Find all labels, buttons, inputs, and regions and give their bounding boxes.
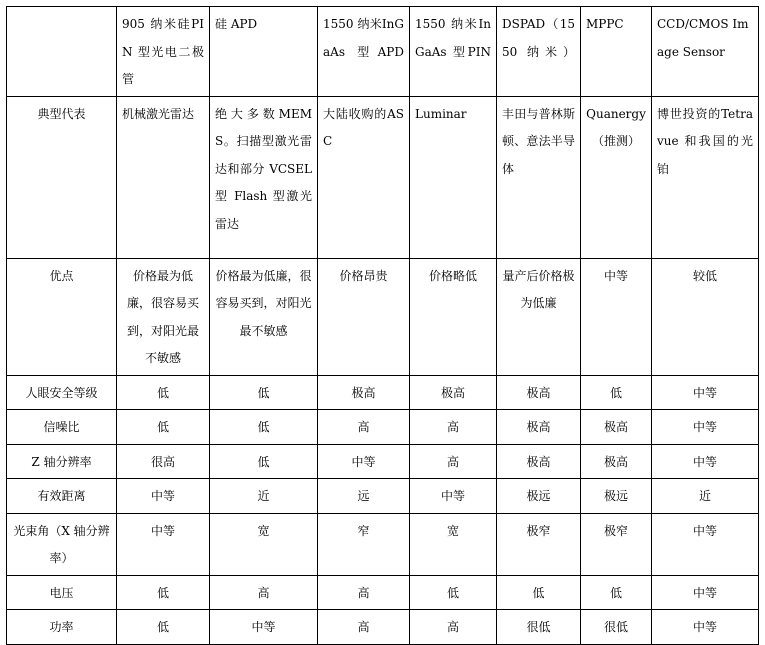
table-cell: 中等 xyxy=(117,479,210,514)
row-label: 信噪比 xyxy=(7,410,117,445)
row-label: 优点 xyxy=(7,258,117,375)
table-cell: 极远 xyxy=(497,479,581,514)
table-cell: 极高 xyxy=(497,375,581,410)
table-cell: 丰田与普林斯顿、意法半导体 xyxy=(497,96,581,258)
table-cell: 价格略低 xyxy=(410,258,497,375)
table-cell: 高 xyxy=(318,575,410,610)
table-cell: 很高 xyxy=(117,444,210,479)
table-cell: 很低 xyxy=(581,610,652,645)
table-cell: 高 xyxy=(318,610,410,645)
table-row xyxy=(7,610,759,645)
table-cell: 极高 xyxy=(581,410,652,445)
table-cell: 低 xyxy=(410,575,497,610)
table-row xyxy=(7,258,759,375)
table-cell: Luminar xyxy=(410,96,497,258)
column-header: MPPC xyxy=(581,7,652,97)
table-cell: 极高 xyxy=(497,410,581,445)
row-label: 有效距离 xyxy=(7,479,117,514)
row-label: 电压 xyxy=(7,575,117,610)
table-cell: 绝大多数MEMS。扫描型激光雷达和部分 VCSEL型 Flash 型激光雷达 xyxy=(210,96,318,258)
row-label: 典型代表 xyxy=(7,96,117,258)
column-header: 1550 纳米InGaAs 型PIN xyxy=(410,7,497,97)
table-cell: 低 xyxy=(117,610,210,645)
table-cell: 高 xyxy=(410,444,497,479)
table-cell: Quanergy（推测） xyxy=(581,96,652,258)
table-cell: 中等 xyxy=(410,479,497,514)
table-cell: 低 xyxy=(117,575,210,610)
row-label: Z 轴分辨率 xyxy=(7,444,117,479)
table-cell: 机械激光雷达 xyxy=(117,96,210,258)
column-header: CCD/CMOS Image Sensor xyxy=(652,7,759,97)
table-cell: 价格昂贵 xyxy=(318,258,410,375)
table-cell: 低 xyxy=(117,410,210,445)
table-cell: 中等 xyxy=(210,610,318,645)
table-cell: 远 xyxy=(318,479,410,514)
table-cell: 中等 xyxy=(318,444,410,479)
table-cell: 极远 xyxy=(581,479,652,514)
header-row xyxy=(7,7,759,97)
table-cell: 价格最为低廉，很容易买到，对阳光最不敏感 xyxy=(210,258,318,375)
table-cell: 低 xyxy=(210,444,318,479)
table-cell: 低 xyxy=(497,575,581,610)
table-cell: 低 xyxy=(581,575,652,610)
table-cell: 极窄 xyxy=(581,513,652,575)
row-label: 人眼安全等级 xyxy=(7,375,117,410)
column-header: 硅 APD xyxy=(210,7,318,97)
table-cell: 低 xyxy=(117,375,210,410)
table-cell: 高 xyxy=(410,610,497,645)
table-cell: 极高 xyxy=(318,375,410,410)
table-row xyxy=(7,479,759,514)
table-cell: 宽 xyxy=(410,513,497,575)
row-label: 功率 xyxy=(7,610,117,645)
table-cell: 近 xyxy=(652,479,759,514)
table-cell: 博世投资的Tetravue 和我国的光铂 xyxy=(652,96,759,258)
table-cell: 高 xyxy=(318,410,410,445)
table-cell: 低 xyxy=(210,375,318,410)
table-cell: 窄 xyxy=(318,513,410,575)
table-cell: 极高 xyxy=(410,375,497,410)
table-cell: 极高 xyxy=(497,444,581,479)
column-header: 905 纳米硅PIN 型光电二极管 xyxy=(117,7,210,97)
column-header: 1550 纳米InGaAs 型APD xyxy=(318,7,410,97)
table-cell: 中等 xyxy=(652,513,759,575)
table-row xyxy=(7,375,759,410)
table-cell: 很低 xyxy=(497,610,581,645)
table-row xyxy=(7,513,759,575)
table-cell: 大陆收购的ASC xyxy=(318,96,410,258)
table-cell: 中等 xyxy=(581,258,652,375)
table-cell: 中等 xyxy=(652,575,759,610)
table-cell: 高 xyxy=(210,575,318,610)
table-cell: 极高 xyxy=(581,444,652,479)
table-cell: 宽 xyxy=(210,513,318,575)
table-cell: 较低 xyxy=(652,258,759,375)
table-cell: 低 xyxy=(581,375,652,410)
table-cell: 低 xyxy=(210,410,318,445)
column-header: DSPAD（1550 纳米） xyxy=(497,7,581,97)
table-cell: 中等 xyxy=(652,375,759,410)
table-cell: 极窄 xyxy=(497,513,581,575)
table-cell: 近 xyxy=(210,479,318,514)
table-cell: 高 xyxy=(410,410,497,445)
table-row xyxy=(7,96,759,258)
corner-cell xyxy=(7,7,117,97)
table-cell: 中等 xyxy=(652,610,759,645)
table-cell: 中等 xyxy=(652,444,759,479)
comparison-table xyxy=(6,6,759,645)
row-label: 光束角（X 轴分辨率） xyxy=(7,513,117,575)
table-cell: 中等 xyxy=(652,410,759,445)
table-row xyxy=(7,444,759,479)
table-cell: 中等 xyxy=(117,513,210,575)
table-row xyxy=(7,410,759,445)
table-cell: 量产后价格极为低廉 xyxy=(497,258,581,375)
table-cell: 价格最为低廉，很容易买到，对阳光最不敏感 xyxy=(117,258,210,375)
table-row xyxy=(7,575,759,610)
